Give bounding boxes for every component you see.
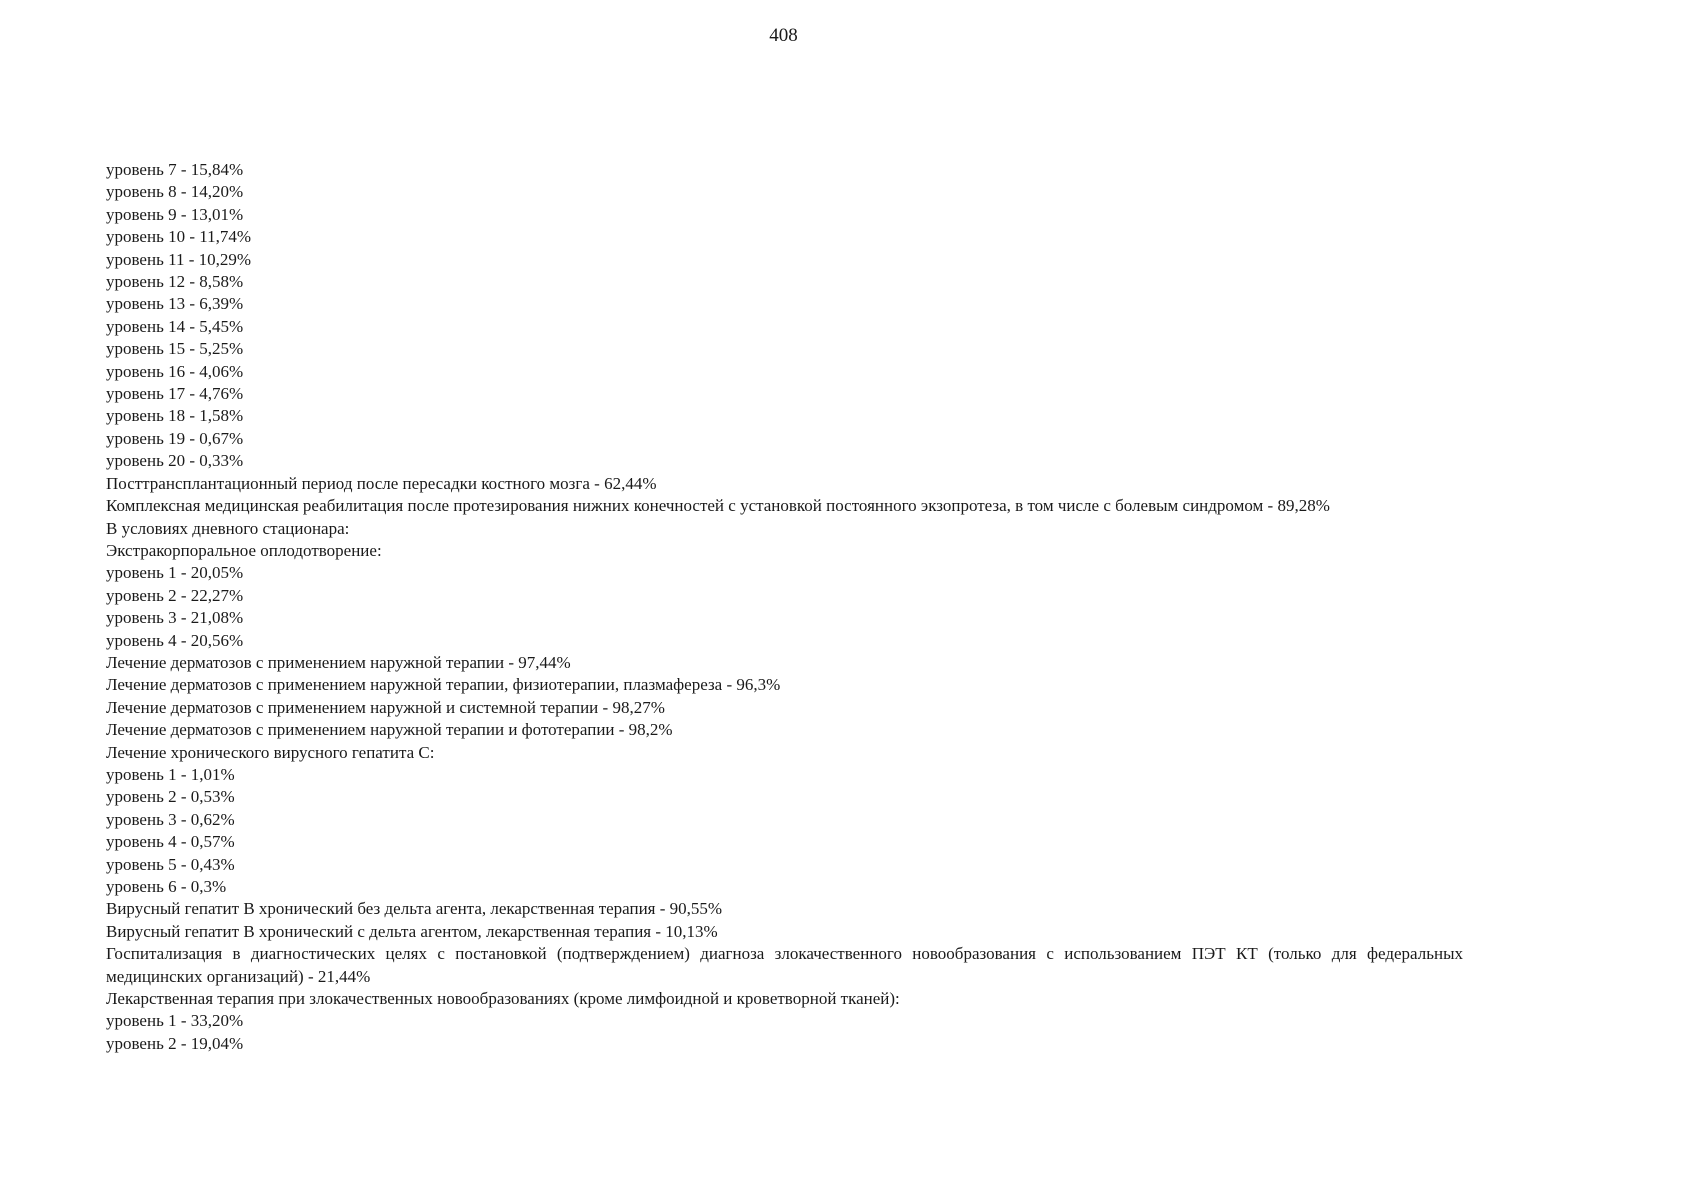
text-line: уровень 20 - 0,33% bbox=[106, 451, 244, 471]
text-line: Комплексная медицинская реабилитация после протезирования нижних конечностей с установкой постоянного экзопротеза, в том числе с болевым синдромом - 89,28% bbox=[106, 496, 1330, 516]
text-line: Лечение дерматозов с применением наружной терапии - 97,44% bbox=[106, 652, 571, 672]
text-line: Лечение дерматозов с применением наружной терапии и фототерапии - 98,2% bbox=[106, 720, 673, 740]
text-line: уровень 18 - 1,58% bbox=[106, 406, 244, 426]
document-body bbox=[106, 159, 1463, 1055]
text-line: Вирусный гепатит B хронический с дельта агентом, лекарственная терапия - 10,13% bbox=[106, 921, 718, 941]
text-line: уровень 1 - 33,20% bbox=[106, 1011, 244, 1031]
text-line: уровень 2 - 19,04% bbox=[106, 1033, 244, 1053]
text-line: уровень 17 - 4,76% bbox=[106, 384, 244, 404]
text-line: Лекарственная терапия при злокачественных новообразованиях (кроме лимфоидной и кроветворной тканей): bbox=[106, 989, 900, 1009]
text-line: уровень 12 - 8,58% bbox=[106, 272, 244, 292]
text-line: уровень 19 - 0,67% bbox=[106, 428, 244, 448]
text-line: уровень 9 - 13,01% bbox=[106, 204, 244, 224]
text-line: Вирусный гепатит B хронический без дельта агента, лекарственная терапия - 90,55% bbox=[106, 899, 723, 919]
text-line: уровень 16 - 4,06% bbox=[106, 361, 244, 381]
section-heading: В условиях дневного стационара: bbox=[106, 518, 350, 538]
text-line: уровень 7 - 15,84% bbox=[106, 160, 244, 179]
text-line: Лечение хронического вирусного гепатита С: bbox=[106, 742, 435, 762]
text-line: уровень 3 - 0,62% bbox=[106, 809, 235, 829]
page-number: 408 bbox=[769, 25, 798, 46]
text-line: уровень 2 - 22,27% bbox=[106, 585, 244, 605]
text-line: уровень 15 - 5,25% bbox=[106, 339, 244, 359]
text-line: уровень 4 - 20,56% bbox=[106, 630, 244, 650]
text-line: уровень 1 - 20,05% bbox=[106, 563, 244, 583]
text-line: уровень 13 - 6,39% bbox=[106, 294, 244, 314]
text-line: Посттрансплантационный период после пересадки костного мозга - 62,44% bbox=[106, 473, 657, 493]
text-line: Лечение дерматозов с применением наружной терапии, физиотерапии, плазмафереза - 96,3% bbox=[106, 675, 781, 695]
text-line: уровень 3 - 21,08% bbox=[106, 608, 244, 628]
text-line: Лечение дерматозов с применением наружной и системной терапии - 98,27% bbox=[106, 697, 665, 717]
text-line: уровень 4 - 0,57% bbox=[106, 832, 235, 852]
text-line: Экстракорпоральное оплодотворение: bbox=[106, 540, 382, 560]
text-line: уровень 2 - 0,53% bbox=[106, 787, 235, 807]
text-line: уровень 5 - 0,43% bbox=[106, 854, 235, 874]
text-line: уровень 10 - 11,74% bbox=[106, 227, 252, 247]
text-line: уровень 8 - 14,20% bbox=[106, 182, 244, 202]
text-line: уровень 6 - 0,3% bbox=[106, 877, 227, 896]
text-line: уровень 1 - 1,01% bbox=[106, 764, 235, 784]
text-paragraph: Госпитализация в диагностических целях с постановкой (подтверждением) диагноза злокачественного новообразования с использованием ПЭТ КТ (только для федеральных медицинских организаций) - 21,44% bbox=[106, 944, 1463, 986]
text-line: уровень 11 - 10,29% bbox=[106, 249, 252, 269]
text-line: уровень 14 - 5,45% bbox=[106, 316, 244, 336]
